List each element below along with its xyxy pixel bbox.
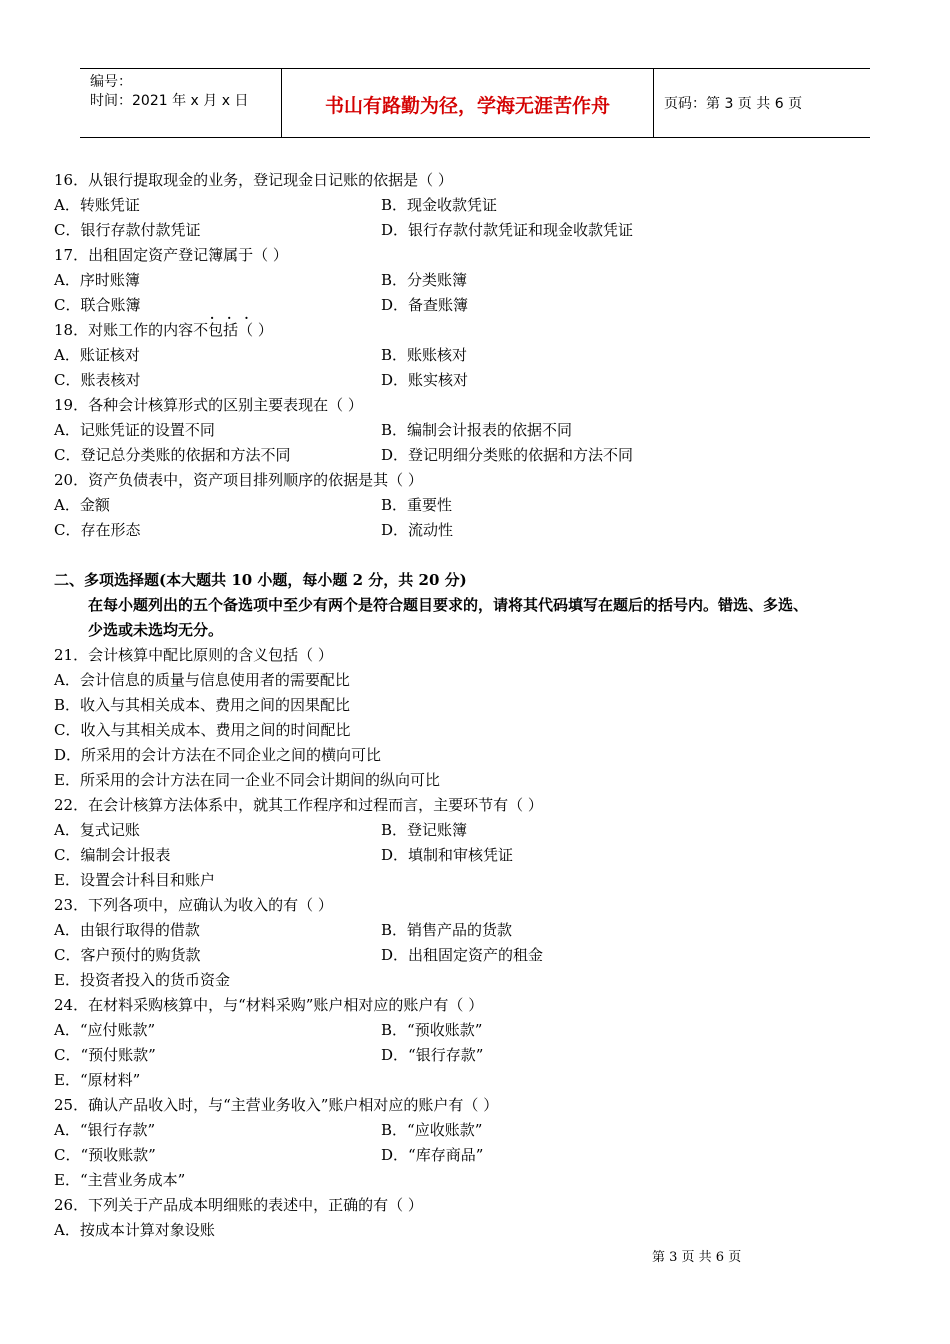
option-left: A．“银行存款”	[54, 1121, 156, 1139]
option-right: B．“应收账款”	[381, 1121, 483, 1139]
option-right: B．现金收款凭证	[381, 196, 498, 214]
option-left: A．金额	[54, 496, 110, 514]
option-right: D．“银行存款”	[381, 1046, 484, 1064]
option-right: D．银行存款付款凭证和现金收款凭证	[381, 221, 634, 239]
question-line: 19．各种会计核算形式的区别主要表现在（ ）	[54, 396, 363, 414]
question-line: E．设置会计科目和账户	[54, 871, 215, 889]
option-left: C．“预收账款”	[54, 1146, 156, 1164]
option-left: A．序时账簿	[54, 271, 140, 289]
option-row	[54, 493, 904, 518]
option-right: D．“库存商品”	[381, 1146, 484, 1164]
time-label: 时间：2021 年 x 月 x 日	[90, 93, 249, 109]
header-meta	[80, 69, 281, 137]
question-line: E．“原材料”	[54, 1071, 141, 1089]
option-row	[54, 843, 904, 868]
option-left: C．存在形态	[54, 521, 141, 539]
option-right: D．账实核对	[381, 371, 469, 389]
option-left: A．记账凭证的设置不同	[54, 421, 215, 439]
option-right: D．备查账簿	[381, 296, 469, 314]
question-line: 16．从银行提取现金的业务，登记现金日记账的依据是（ ）	[54, 171, 453, 189]
option-row	[54, 1043, 904, 1068]
option-row	[54, 443, 904, 468]
question-line: C．收入与其相关成本、费用之间的时间配比	[54, 721, 351, 739]
option-right: D．登记明细分类账的依据和方法不同	[381, 446, 634, 464]
option-right: B．重要性	[381, 496, 453, 514]
option-right: B．分类账簿	[381, 271, 468, 289]
page-header	[80, 68, 870, 138]
option-left: C．账表核对	[54, 371, 141, 389]
single-choice-questions	[54, 168, 904, 543]
option-row	[54, 1118, 904, 1143]
header-motto: 书山有路勤为径，学海无涯苦作舟	[281, 69, 654, 137]
option-left: A．复式记账	[54, 821, 140, 839]
option-row	[54, 818, 904, 843]
section-instruction: 在每小题列出的五个备选项中至少有两个是符合题目要求的，请将其代码填写在题后的括号内。错选、多选、	[88, 596, 809, 614]
question-line: 18．对账工作的内容不包括（ ） ···	[54, 318, 904, 343]
question-line: 22．在会计核算方法体系中，就其工作程序和过程而言，主要环节有（ ）	[54, 796, 543, 814]
option-row	[54, 943, 904, 968]
question-line: 20．资产负债表中，资产项目排列顺序的依据是其（ ）	[54, 471, 423, 489]
option-row	[54, 343, 904, 368]
option-row	[54, 1018, 904, 1043]
option-row	[54, 918, 904, 943]
option-left: C．“预付账款”	[54, 1046, 156, 1064]
option-left: C．客户预付的购货款	[54, 946, 201, 964]
option-row	[54, 518, 904, 543]
option-row	[54, 268, 904, 293]
question-line: 26．下列关于产品成本明细账的表述中，正确的有（ ）	[54, 1196, 423, 1214]
page-footer: 第 3 页 共 6 页	[652, 1250, 742, 1265]
option-right: D．填制和审核凭证	[381, 846, 514, 864]
option-row	[54, 418, 904, 443]
option-row	[54, 1143, 904, 1168]
question-line: 24．在材料采购核算中，与“材料采购”账户相对应的账户有（ ）	[54, 996, 484, 1014]
option-right: B．“预收账款”	[381, 1021, 483, 1039]
question-line: A．会计信息的质量与信息使用者的需要配比	[54, 671, 350, 689]
section-title: 二、多项选择题(本大题共 10 小题，每小题 2 分，共 20 分)	[54, 571, 467, 589]
option-right: D．出租固定资产的租金	[381, 946, 544, 964]
section-instruction-cont: 少选或未选均无分。	[88, 621, 224, 639]
option-left: C．银行存款付款凭证	[54, 221, 201, 239]
header-page-number: 页码：第 3 页 共 6 页	[664, 96, 803, 112]
option-left: C．编制会计报表	[54, 846, 171, 864]
question-line: 21．会计核算中配比原则的含义包括（ ）	[54, 646, 333, 664]
option-row	[54, 218, 904, 243]
option-right: D．流动性	[381, 521, 454, 539]
question-line: A．按成本计算对象设账	[54, 1221, 215, 1239]
option-right: B．编制会计报表的依据不同	[381, 421, 573, 439]
option-left: A．账证核对	[54, 346, 140, 364]
question-line: 25．确认产品收入时，与“主营业务收入”账户相对应的账户有（ ）	[54, 1096, 499, 1114]
number-label: 编号：	[90, 74, 132, 90]
question-line: 17．出租固定资产登记簿属于（ ）	[54, 246, 288, 264]
option-left: A．“应付账款”	[54, 1021, 156, 1039]
option-right: B．账账核对	[381, 346, 468, 364]
option-right: B．登记账簿	[381, 821, 468, 839]
question-line: D．所采用的会计方法在不同企业之间的横向可比	[54, 746, 382, 764]
question-line: B．收入与其相关成本、费用之间的因果配比	[54, 696, 351, 714]
option-left: A．转账凭证	[54, 196, 140, 214]
option-row	[54, 368, 904, 393]
question-line: 23．下列各项中，应确认为收入的有（ ）	[54, 896, 333, 914]
option-left: C．联合账簿	[54, 296, 141, 314]
option-left: A．由银行取得的借款	[54, 921, 200, 939]
option-row	[54, 293, 904, 318]
question-line: E．所采用的会计方法在同一企业不同会计期间的纵向可比	[54, 771, 440, 789]
emphasis-dots: ···	[210, 311, 262, 325]
exam-content	[54, 168, 904, 1243]
question-line: E．投资者投入的货币资金	[54, 971, 230, 989]
multiple-choice-questions	[54, 643, 904, 1243]
option-row	[54, 193, 904, 218]
option-right: B．销售产品的货款	[381, 921, 513, 939]
option-left: C．登记总分类账的依据和方法不同	[54, 446, 291, 464]
question-line: E．“主营业务成本”	[54, 1171, 186, 1189]
